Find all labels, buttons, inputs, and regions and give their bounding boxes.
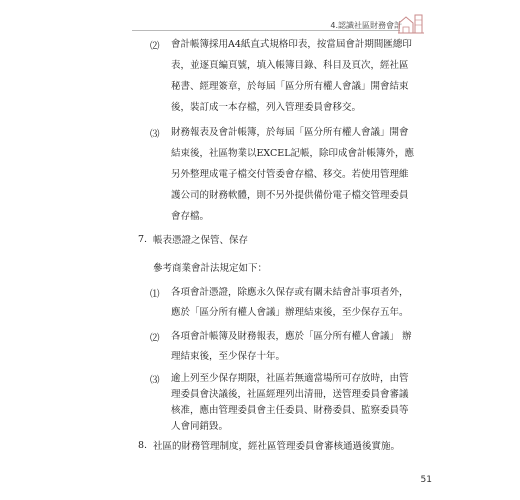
item-number: ⑵ bbox=[150, 41, 160, 52]
house-logo-icon bbox=[398, 12, 424, 34]
running-header-title: 4.認識社區財務會計 bbox=[330, 21, 402, 30]
paragraph-line: 各項會計憑證，除應永久保存或有關未結會計事項者外， bbox=[171, 287, 409, 298]
paragraph-line: 秘書、經理簽章，於每屆「區分所有權人會議」開會結束 bbox=[171, 81, 409, 92]
page-number: 51 bbox=[420, 475, 432, 485]
paragraph-line: 護公司的財務軟體，則不另外提供備份電子檔交管理委員 bbox=[171, 190, 409, 201]
section-number: 7. bbox=[138, 234, 148, 245]
paragraph-line: 人會同銷毀。 bbox=[171, 421, 229, 432]
section-number: 8. bbox=[138, 440, 148, 451]
item-number: ⑵ bbox=[150, 333, 160, 344]
paragraph-line: 各項會計帳簿及財務報表，應於「區分所有權人會議」 辦 bbox=[171, 331, 412, 342]
section-intro: 參考商業會計法規定如下： bbox=[153, 263, 268, 274]
paragraph-line: 會存檔。 bbox=[171, 211, 210, 222]
item-number: ⑴ bbox=[150, 289, 160, 300]
paragraph-line: 理委員會決議後，社區經理列出清冊，送管理委員會審議 bbox=[171, 389, 409, 400]
paragraph-line: 應於「區分所有權人會議」辦理結束後，至少保存五年。 bbox=[171, 307, 409, 318]
paragraph-line: 結束後，社區物業以EXCEL記帳，除印成會計帳簿外，應 bbox=[171, 148, 415, 159]
paragraph-line: 財務報表及會計帳簿，於每屆「區分所有權人會議」開會 bbox=[171, 127, 409, 138]
section-heading: 帳表憑證之保管、保存 bbox=[153, 235, 249, 246]
paragraph-line: 會計帳簿採用A4紙直式規格印表，按當屆會計期間匯總印 bbox=[171, 39, 412, 50]
paragraph-line: 逾上列至少保存期限，社區若無適當場所可存放時，由管 bbox=[171, 373, 409, 384]
section-text: 社區的財務管理制度，經社區管理委員會審核通過後實施。 bbox=[153, 441, 401, 452]
paragraph-line: 表，並逐頁編頁號，填入帳簿目錄、科目及頁次，經社區 bbox=[171, 60, 409, 71]
paragraph-line: 後，裝訂成一本存檔，列入管理委員會移交。 bbox=[171, 102, 362, 113]
item-number: ⑶ bbox=[150, 375, 160, 386]
paragraph-line: 另外整理成電子檔交付管委會存檔、移交。若使用管理維 bbox=[171, 169, 409, 180]
paragraph-line: 理結束後，至少保存十年。 bbox=[171, 351, 286, 362]
item-number: ⑶ bbox=[150, 129, 160, 140]
paragraph-line: 核准，應由管理委員會主任委員、財務委員、監察委員等 bbox=[171, 405, 409, 416]
